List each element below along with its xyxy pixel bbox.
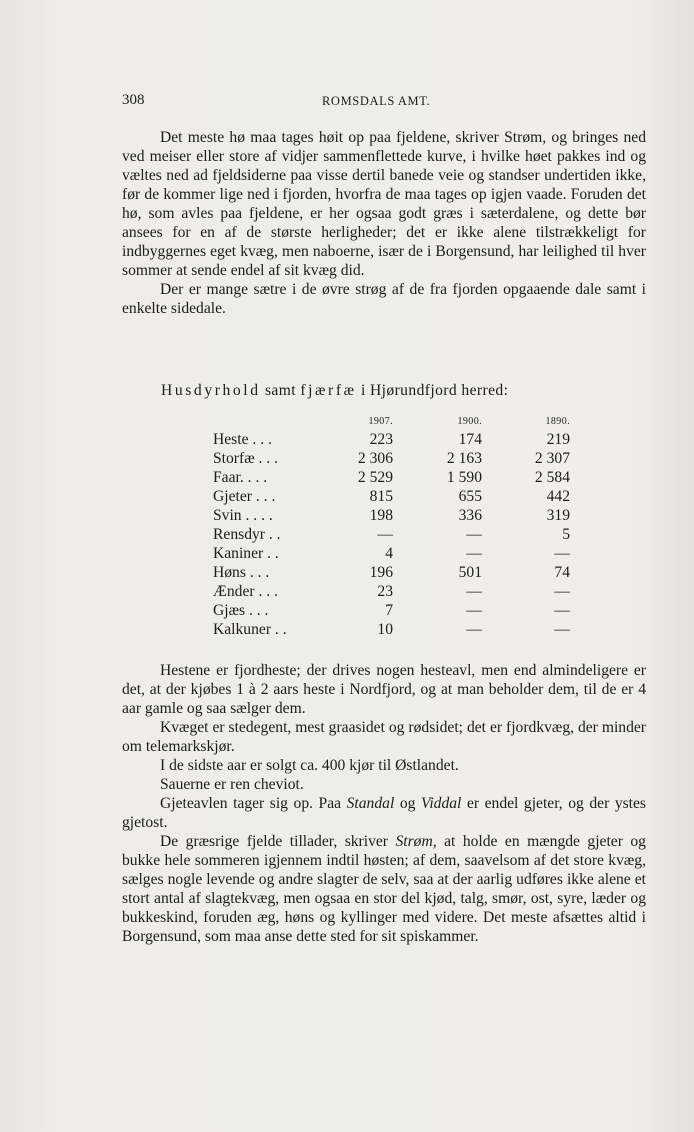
text-run: De græsrige fjelde tillader, skriver (160, 833, 396, 850)
paragraph-sales: I de sidste aar er solgt ca. 400 kjør til Østlandet. (160, 757, 459, 774)
year-header: 1907. (368, 415, 393, 427)
value-1900: — (466, 620, 482, 638)
paragraph-pastures (122, 832, 646, 946)
value-1890: 5 (562, 525, 570, 543)
value-1890: 442 (546, 487, 570, 505)
table-row (213, 487, 570, 506)
intro-text (122, 128, 646, 318)
value-1907: 2 529 (357, 468, 393, 486)
value-1890: — (554, 582, 570, 600)
value-1900: 336 (458, 506, 482, 524)
table-row (213, 506, 570, 525)
value-1890: 2 307 (534, 449, 570, 467)
table-row (213, 525, 570, 544)
animal-name: Høns . . . (213, 563, 270, 581)
value-1907: 7 (385, 601, 393, 619)
table-row (213, 620, 570, 639)
year-header: 1890. (545, 415, 570, 427)
animal-name: Storfæ . . . (213, 449, 278, 467)
animal-name: Gjæs . . . (213, 601, 269, 619)
paragraph-horses: Hestene er fjordheste; der drives nogen hesteavl, men end almindeligere er det, at der kjøbes 1 à 2 aars heste i Nordfjord, og at man beholder dem, til de er 4 aar gamle og saa sælger dem. (122, 662, 646, 717)
value-1890: — (554, 601, 570, 619)
value-1900: 501 (458, 563, 482, 581)
value-1907: 10 (377, 620, 393, 638)
text-run: er endel gjeter, og der ystes gjetost. (122, 795, 647, 831)
value-1907: 198 (369, 506, 393, 524)
table-body (213, 430, 570, 639)
value-1907: 815 (369, 487, 393, 505)
table-title-word: Husdyrhold (161, 382, 261, 399)
table-row (213, 430, 570, 449)
value-1907: 2 306 (357, 449, 393, 467)
author-name: Strøm, (395, 833, 437, 850)
table-header-row (213, 412, 570, 430)
table-title-word: fjærfæ (300, 382, 357, 399)
table-title (161, 382, 508, 400)
table-row (213, 563, 570, 582)
animal-name: Heste . . . (213, 430, 272, 448)
value-1890: 74 (554, 563, 570, 581)
paragraph-saeter: Der er mange sætre i de øvre strøg af de fra fjorden opgaaende dale samt i enkelte sidedale. (122, 281, 646, 317)
table-row (213, 582, 570, 601)
table-row (213, 468, 570, 487)
value-1907: 196 (369, 563, 393, 581)
value-1890: 2 584 (534, 468, 570, 486)
paragraph-goats (122, 794, 646, 832)
year-header: 1900. (457, 415, 482, 427)
animal-name: Ænder . . . (213, 582, 278, 600)
animal-name: Faar. . . . (213, 468, 268, 486)
header-empty (213, 412, 329, 430)
value-1900: — (466, 544, 482, 562)
value-1890: 219 (546, 430, 570, 448)
value-1900: — (466, 525, 482, 543)
value-1907: — (377, 525, 393, 543)
text-run: Gjeteavlen tager sig op. Paa (160, 795, 347, 812)
value-1907: 23 (377, 582, 393, 600)
running-head: ROMSDALS AMT. (322, 94, 431, 108)
animal-name: Svin . . . . (213, 506, 273, 524)
livestock-table (213, 412, 570, 639)
text-run: at holde en mængde gjeter og bukke hele sommeren igjennem indtil høsten; af dem, saavelsom af det store kvæg, sælges nogle levende og andre slagter de selv, saa at der aarlig udføres ikke alene et stort antal af slagtekvæg, men ogsaa en stor del kjød, talg, smør, ost, syre, læder og bukkeskind, foruden æg, høns og kyllinger med videre. Det meste afsættes altid i Borgensund, som maa anse dette sted for sit spiskammer. (122, 833, 646, 945)
animal-name: Gjeter . . . (213, 487, 276, 505)
value-1907: 4 (385, 544, 393, 562)
table-row (213, 449, 570, 468)
table-row (213, 601, 570, 620)
animal-name: Kaniner . . (213, 544, 279, 562)
value-1907: 223 (369, 430, 393, 448)
body-text (122, 661, 646, 946)
text-run: og (394, 795, 421, 812)
value-1900: — (466, 582, 482, 600)
value-1900: 655 (458, 487, 482, 505)
paragraph-sheep: Sauerne er ren cheviot. (160, 776, 304, 793)
table-title-word: i Hjørundfjord herred: (360, 382, 509, 399)
paragraph-cattle: Kvæget er stedegent, mest graasidet og rødsidet; det er fjordkvæg, der minder om telemarkskjør. (122, 719, 646, 755)
table-title-word: samt (264, 382, 297, 399)
value-1900: — (466, 601, 482, 619)
page-header (122, 92, 642, 112)
value-1900: 174 (458, 430, 482, 448)
value-1890: — (554, 620, 570, 638)
table-row (213, 544, 570, 563)
value-1890: — (554, 544, 570, 562)
value-1900: 1 590 (446, 468, 482, 486)
place-name: Standal (346, 795, 395, 812)
paragraph-hay: Det meste hø maa tages høit op paa fjeldene, skriver Strøm, og bringes ned ved meiser eller store af vidjer sammenflettede kurve, i hvilke høet pakkes ind og væltes ned ad fjeldsiderne paa visse dertil banede veie og standser undertiden ikke, før de kommer lige ned i fjorden, hvorfra de maa tages op igjen vaade. Foruden det hø, som avles paa fjeldene, er her ogsaa godt græs i sæterdalene, og dette bør ansees for en af de største herligheder; det er ikke alene tilstrækkeligt for indbyggernes eget kvæg, men naboerne, især de i Borgensund, har leilighed til hver sommer at sende endel af sit kvæg did. (122, 129, 646, 279)
value-1890: 319 (546, 506, 570, 524)
place-name: Viddal (420, 795, 462, 812)
page-number: 308 (122, 92, 145, 108)
animal-name: Kalkuner . . (213, 620, 287, 638)
animal-name: Rensdyr . . (213, 525, 281, 543)
value-1900: 2 163 (446, 449, 482, 467)
